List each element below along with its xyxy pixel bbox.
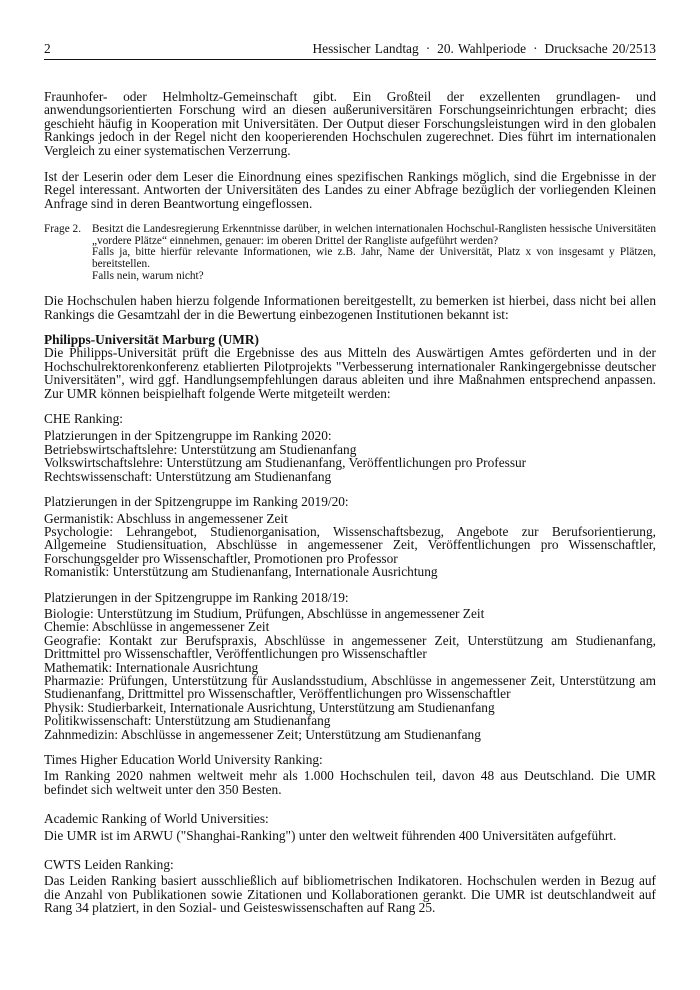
ranking-line: Geografie: Kontakt zur Berufspraxis, Abschlüsse in angemessener Zeit, Unterstützung am Studienanfang, Drittmittel pro Wissenschaftler, Veröffentlichungen pro Wissenschaftler	[44, 632, 656, 662]
publisher-name: Hessischer Landtag	[312, 41, 419, 56]
ranking-line: Rechtswissenschaft: Unterstützung am Studienanfang	[44, 468, 332, 484]
ranking-subtitle: Platzierungen in der Spitzengruppe im Ranking 2018/19:	[44, 589, 349, 605]
question-text-yes: Falls ja, bitte hierfür relevante Informationen, wie z.B. Jahr, Name der Universität, Platz x von insgesamt y Plätzen, bereitstellen.	[92, 246, 656, 271]
ranking-line: Physik: Studierbarkeit, Internationale Ausrichtung, Unterstützung am Studienanfang	[44, 699, 495, 715]
ranking-title: CHE Ranking:	[44, 411, 123, 427]
ranking-subtitle: Platzierungen in der Spitzengruppe im Ranking 2020:	[44, 428, 332, 444]
intro-paragraph: Ist der Leserin oder dem Leser die Einordnung eines spezifischen Rankings möglich, sind die Ergebnisse in der Regel interessant. Antworten der Universitäten des Landes zu einer Abfrage bezüglich der vorliegenden Kleinen Anfrage sind in deren Beantwortung eingeflossen.	[44, 169, 656, 211]
ranking-line: Pharmazie: Prüfungen, Unterstützung für Auslandsstudium, Abschlüsse in angemessener Zeit, Unterstützung am Studienanfang, Drittmittel pro Wissenschaftler, Veröffentlichungen pro Wissenschaftler	[44, 672, 656, 702]
ranking-line: Chemie: Abschlüsse in angemessener Zeit	[44, 619, 270, 635]
ranking-line: Mathematik: Internationale Ausrichtung	[44, 659, 259, 675]
ranking-line: Romanistik: Unterstützung am Studienanfang, Internationale Ausrichtung	[44, 564, 438, 580]
ranking-subtitle: Platzierungen in der Spitzengruppe im Ranking 2019/20:	[44, 494, 349, 510]
page-header	[44, 40, 656, 60]
question-text	[92, 224, 656, 282]
answer-intro: Die Hochschulen haben hierzu folgende Informationen bereitgestellt, zu bemerken ist hierbei, dass nicht bei allen Rankings die Gesamtzahl der in die Bewertung einbezogenen Institutionen bekannt ist:	[44, 293, 656, 322]
intro-paragraph: Fraunhofer- oder Helmholtz-Gemeinschaft gibt. Ein Großteil der exzellenten grundlagen- und anwendungsorientierten Forschung wird an diesen außeruniversitären Forschungseinrichtungen erbracht; dies geschieht häufig in Kooperation mit Universitäten. Der Output dieser Forschungsleistungen wird in den globalen Rankings jedoch in der Regel nicht den kooperierenden Hochschulen zugerechnet. Dies führt im internationalen Vergleich zu einer systematischen Verzerrung.	[44, 89, 656, 158]
question-block	[44, 224, 656, 282]
question-label: Frage 2.	[44, 223, 82, 236]
ranking-title: CWTS Leiden Ranking:	[44, 857, 174, 873]
ranking-line: Psychologie: Lehrangebot, Studienorganisation, Wissenschaftsbezug, Angebote zur Berufsorientierung, Allgemeine Studiensituation, Abschlüsse in angemessener Zeit, Veröffentlichungen pro Wissenschaftler, Forschungsgelder pro Wissenschaftler, Promotionen pro Professor	[44, 523, 656, 566]
ranking-title: Times Higher Education World University Ranking:	[44, 752, 323, 767]
ranking-title: Academic Ranking of World Universities:	[44, 811, 269, 827]
header-separator: ·	[533, 41, 538, 56]
question-text-no: Falls nein, warum nicht?	[92, 269, 204, 282]
ranking-line: Volkswirtschaftslehre: Unterstützung am Studienanfang, Veröffentlichungen pro Professur	[44, 455, 527, 471]
running-header	[312, 41, 656, 57]
section-heading: Philipps-Universität Marburg (UMR)	[44, 332, 259, 348]
ranking-text: Die UMR ist im ARWU ("Shanghai-Ranking") unter den weltweit führenden 400 Universitäten aufgeführt.	[44, 827, 617, 843]
document-number: Drucksache 20/2513	[544, 41, 656, 56]
document-body	[44, 90, 656, 915]
ranking-line: Biologie: Unterstützung im Studium, Prüfungen, Abschlüsse in angemessener Zeit	[44, 605, 485, 621]
header-separator: ·	[425, 41, 431, 56]
question-text-main: Besitzt die Landesregierung Erkenntnisse darüber, in welchen internationalen Hochschul-Ranglisten hessische Universitäten „vordere Plätze“ einnehmen, genauer: im oberen Drittel der Rangliste aufgeführt werden?	[92, 223, 656, 247]
legislative-period: 20. Wahlperiode	[437, 41, 527, 56]
ranking-text: Das Leiden Ranking basiert ausschließlich auf bibliometrischen Indikatoren. Hochschulen werden in Bezug auf die Anzahl von Publikationen sowie Zitationen und Kollaborationen gerankt. Die UMR ist deutschlandweit auf Rang 34 platziert, in den Sozial- und Geisteswissenschaften auf Rang 25.	[44, 873, 656, 916]
section-intro: Die Philipps-Universität prüft die Ergebnisse des aus Mitteln des Auswärtigen Amtes geförderten und in der Hochschulrektorenkonferenz etablierten Pilotprojekts "Verbesserung internationaler Rankingergebnisse deutscher Universitäten", wird ggf. Handlungsempfehlungen daraus ableiten und ihre Maßnahmen entsprechend anpassen. Zur UMR können beispielhaft folgende Werte mitgeteilt werden:	[44, 345, 656, 401]
ranking-text: Im Ranking 2020 nahmen weltweit mehr als 1.000 Hochschulen teil, davon 48 aus Deutschland. Die UMR befindet sich weltweit unter den 350 Besten.	[44, 768, 656, 797]
ranking-line: Zahnmedizin: Abschlüsse in angemessener Zeit; Unterstützung am Studienanfang	[44, 726, 481, 742]
page-number: 2	[44, 41, 51, 56]
ranking-line: Betriebswirtschaftslehre: Unterstützung am Studienanfang	[44, 441, 357, 457]
ranking-line: Germanistik: Abschluss in angemessener Zeit	[44, 510, 288, 526]
ranking-line: Politikwissenschaft: Unterstützung am Studienanfang	[44, 713, 331, 729]
